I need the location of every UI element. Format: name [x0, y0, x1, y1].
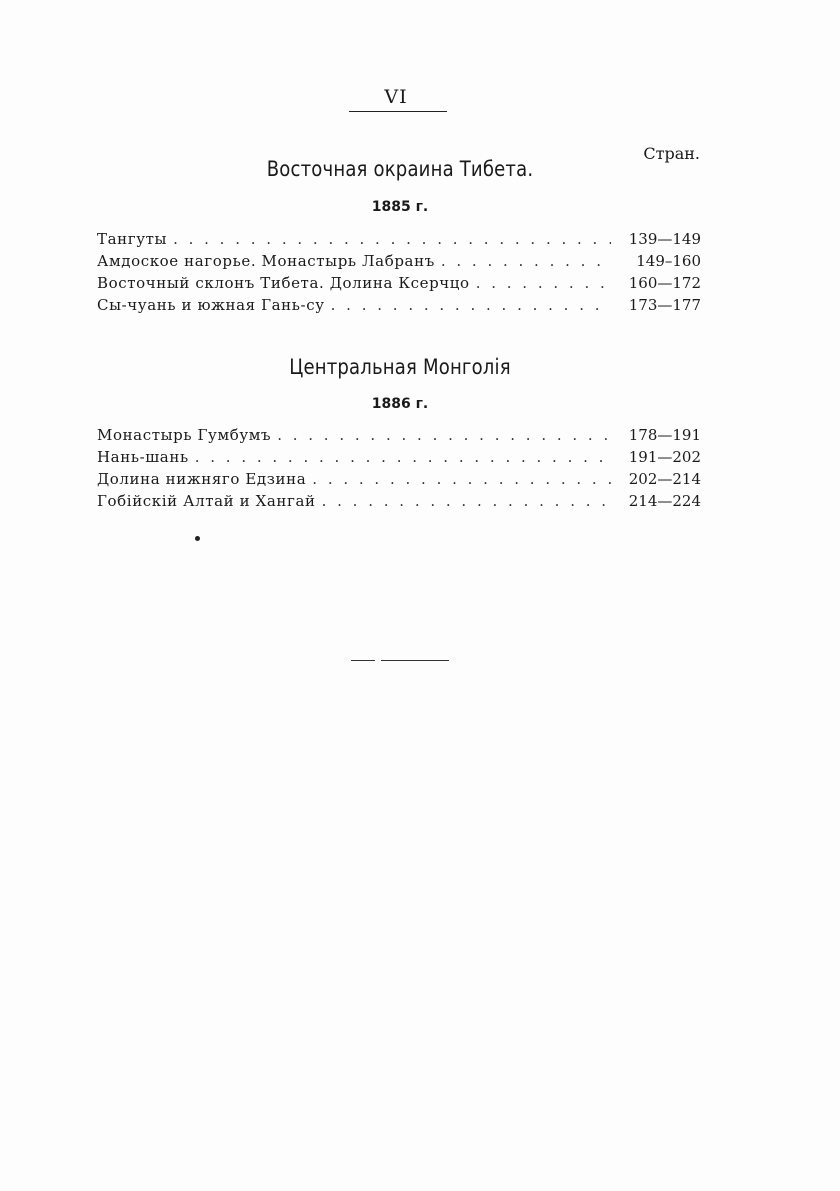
toc-entry: [97, 274, 701, 296]
toc-entry-pages: 214—224: [628, 492, 701, 510]
toc-entry-title: Амдоское нагорье. Монастырь Лабранъ: [97, 252, 435, 270]
section-year-mongolia: 1886 г.: [371, 396, 429, 412]
toc-leader-dots: [476, 274, 611, 292]
toc-leader-dots: [277, 426, 611, 444]
toc-entry-pages: 191—202: [628, 448, 701, 466]
toc-leader-dots: [441, 252, 611, 270]
stray-dot: [195, 536, 200, 541]
toc-entry-pages: 178—191: [628, 426, 701, 444]
toc-leader-dots: [312, 470, 611, 488]
toc-entry-title: Сы-чуань и южная Гань-су: [97, 296, 325, 314]
toc-entry-pages: 160—172: [628, 274, 701, 292]
toc-entry: [97, 296, 701, 318]
toc-entry-title: Нань-шань: [97, 448, 189, 466]
toc-leader-dots: [322, 492, 611, 510]
page-number: VI: [384, 86, 408, 108]
toc-entry-title: Тангуты: [97, 230, 168, 248]
page-number-rule: [349, 111, 447, 112]
toc-entry-title: Монастырь Гумбумъ: [97, 426, 272, 444]
toc-entry-title: Восточный склонъ Тибета. Долина Ксерчцо: [97, 274, 470, 292]
toc-entry: [97, 492, 701, 514]
section-title-tibet: Восточная окраина Тибета.: [266, 157, 534, 181]
toc-leader-dots: [173, 230, 611, 248]
toc-entry-title: Долина нижняго Едзина: [97, 470, 307, 488]
toc-list-mongolia: [97, 426, 701, 514]
toc-entry-pages: 202—214: [628, 470, 701, 488]
toc-entry-title: Гобійскій Алтай и Хангай: [97, 492, 316, 510]
toc-list-tibet: [97, 230, 701, 318]
section-title-mongolia: Центральная Монголія: [289, 355, 511, 379]
toc-entry: [97, 252, 701, 274]
toc-entry: [97, 470, 701, 492]
toc-entry: [97, 230, 701, 252]
toc-entry-pages: 139—149: [628, 230, 701, 248]
toc-entry-pages: 149–160: [636, 252, 701, 270]
toc-leader-dots: [195, 448, 611, 466]
end-rule-long: [381, 660, 449, 661]
end-rule-short: [351, 660, 375, 661]
toc-leader-dots: [331, 296, 611, 314]
toc-entry: [97, 426, 701, 448]
section-year-tibet: 1885 г.: [371, 199, 429, 215]
page-column-header: Стран.: [643, 144, 700, 163]
toc-entry: [97, 448, 701, 470]
toc-entry-pages: 173—177: [628, 296, 701, 314]
